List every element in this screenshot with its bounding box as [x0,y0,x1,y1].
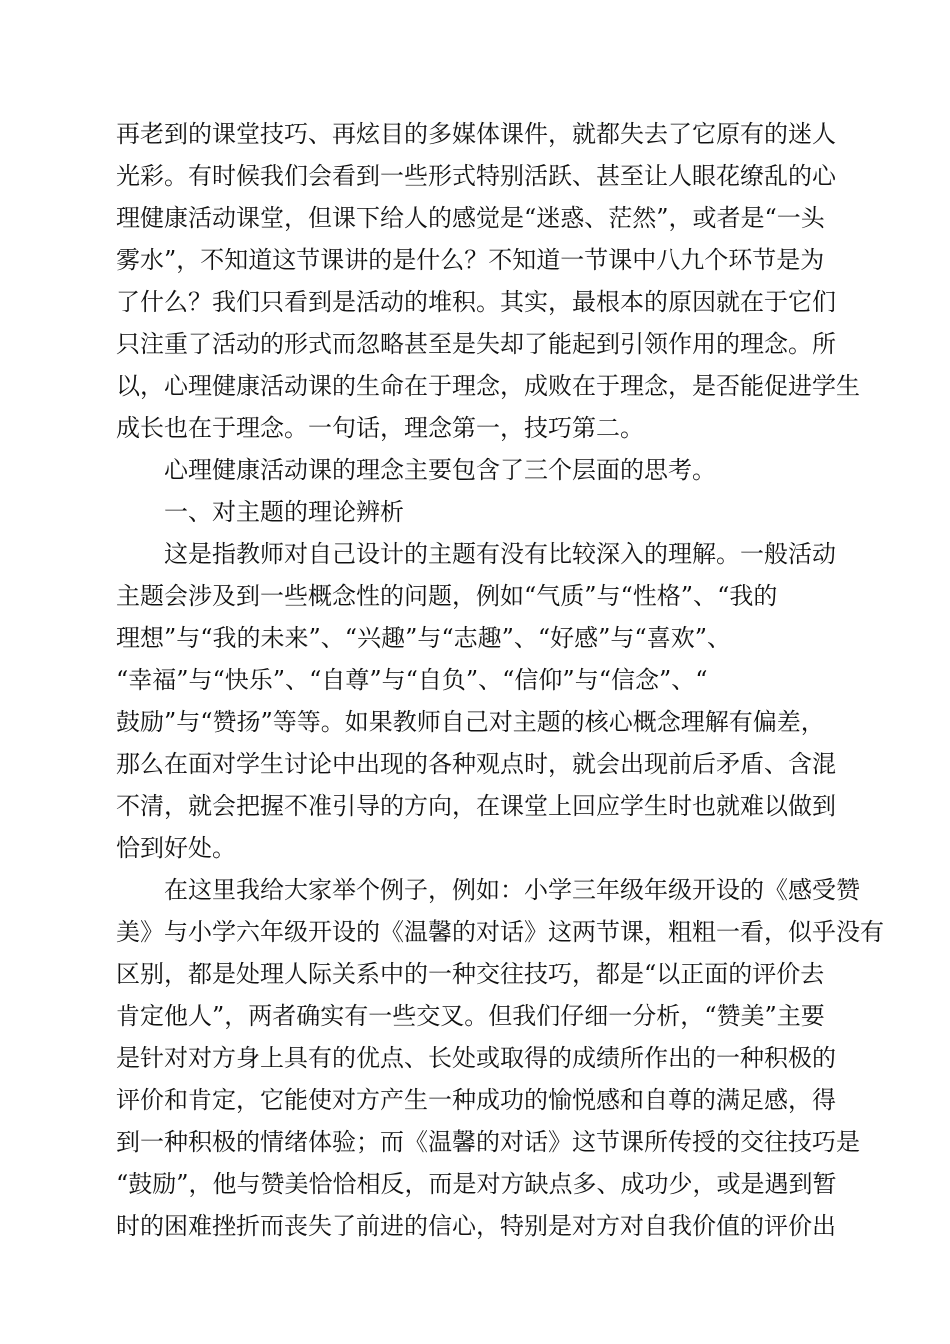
text-line: 以，心理健康活动课的生命在于理念，成败在于理念，是否能促进学生 [116,372,860,400]
text-line: “幸福”与“快乐”、“自尊”与“自负”、“信仰”与“信念”、“ [116,666,708,694]
document-body [116,113,884,1247]
text-line: 美》与小学六年级开设的《温馨的对话》这两节课，粗粗一看，似乎没有 [116,918,884,946]
text-line: 评价和肯定，它能使对方产生一种成功的愉悦感和自尊的满足感，得 [116,1086,836,1114]
text-line: 恰到好处。 [116,834,236,862]
text-line: 光彩。有时候我们会看到一些形式特别活跃、甚至让人眼花缭乱的心 [116,162,836,190]
text-line: 时的困难挫折而丧失了前进的信心，特别是对方对自我价值的评价出 [116,1212,836,1240]
text-line: 理健康活动课堂，但课下给人的感觉是“迷惑、茫然”，或者是“一头 [116,204,825,232]
paragraph [116,869,884,1247]
text-line: 鼓励”与“赞扬”等等。如果教师自己对主题的核心概念理解有偏差， [116,708,825,736]
text-line: 在这里我给大家举个例子，例如：小学三年级年级开设的《感受赞 [164,876,860,904]
text-line: 理想”与“我的未来”、“兴趣”与“志趣”、“好感”与“喜欢”、 [116,624,731,652]
text-line: 是针对对方身上具有的优点、长处或取得的成绩所作出的一种积极的 [116,1044,836,1072]
text-line: 了什么？我们只看到是活动的堆积。其实，最根本的原因就在于它们 [116,288,836,316]
text-line: 不清，就会把握不准引导的方向，在课堂上回应学生时也就难以做到 [116,792,836,820]
heading-text: 一、对主题的理论辨析 [164,498,404,526]
text-line: 再老到的课堂技巧、再炫目的多媒体课件，就都失去了它原有的迷人 [116,120,836,148]
paragraph [116,113,860,449]
paragraph [116,449,841,491]
text-line: “鼓励”，他与赞美恰恰相反，而是对方缺点多、成功少，或是遇到暂 [116,1170,837,1198]
text-line: 只注重了活动的形式而忽略甚至是失却了能起到引领作用的理念。所 [116,330,836,358]
text-line: 区别，都是处理人际关系中的一种交往技巧，都是“以正面的评价去 [116,960,825,988]
text-line: 心理健康活动课的理念主要包含了三个层面的思考。 [164,456,716,484]
text-line: 到一种积极的情绪体验；而《温馨的对话》这节课所传授的交往技巧是 [116,1128,860,1156]
paragraph [116,533,841,869]
text-line: 主题会涉及到一些概念性的问题，例如“气质”与“性格”、“我的 [116,582,778,610]
text-line: 肯定他人”，两者确实有一些交叉。但我们仔细一分析，“赞美”主要 [116,1002,825,1030]
text-line: 那么在面对学生讨论中出现的各种观点时，就会出现前后矛盾、含混 [116,750,836,778]
text-line: 成长也在于理念。一句话，理念第一，技巧第二。 [116,414,644,442]
text-line: 雾水”，不知道这节课讲的是什么？不知道一节课中八九个环节是为 [116,246,825,274]
text-line: 这是指教师对自己设计的主题有没有比较深入的理解。一般活动 [164,540,836,568]
section-heading [116,491,841,533]
